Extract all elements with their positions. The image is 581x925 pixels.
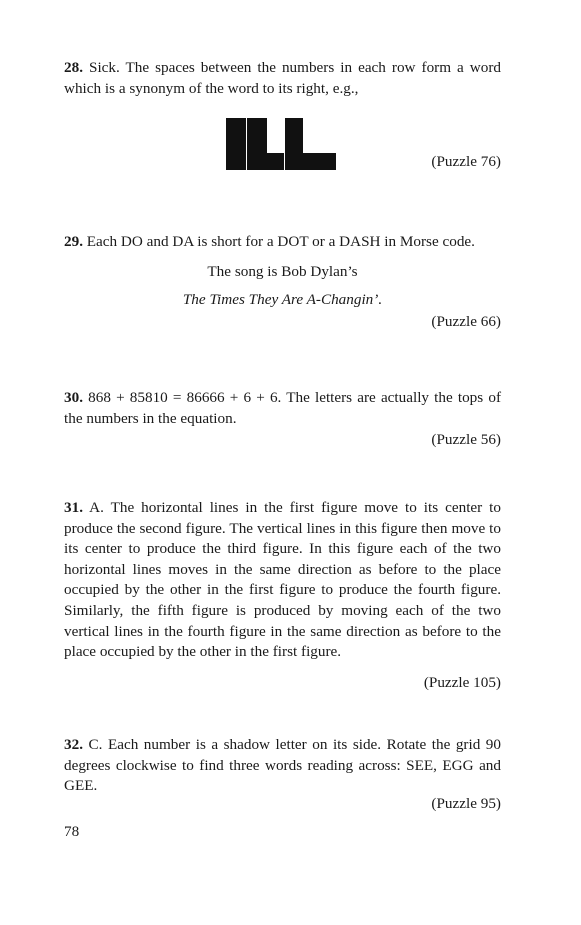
answer-32 (64, 735, 501, 797)
answer-number: 28. (64, 59, 83, 76)
answer-text: Each DO and DA is short for a DOT or a DASH in Morse code. (86, 233, 475, 250)
puzzle-reference-30: (Puzzle 56) (431, 431, 501, 448)
puzzle-reference-29: (Puzzle 66) (431, 313, 501, 330)
answer-text: Sick. The spaces between the numbers in each row form a word which is a synonym of the word to its right, e.g., (64, 59, 502, 97)
answer-number: 32. (64, 736, 83, 753)
answer-number: 29. (64, 233, 83, 250)
answer-30 (64, 388, 501, 429)
song-line: The song is Bob Dylan’s (207, 263, 358, 280)
puzzle-reference-28: (Puzzle 76) (431, 153, 501, 170)
letter-i-block (226, 118, 246, 170)
letter-l-block-2-foot (285, 153, 336, 170)
ill-block-letters-figure (226, 118, 336, 170)
song-title: The Times They Are A-Changin’. (182, 291, 383, 308)
puzzle-reference-31: (Puzzle 105) (423, 674, 501, 691)
letter-l-block-1-foot (247, 153, 284, 170)
answer-text: 868 + 85810 = 86666 + 6 + 6. The letters are actually the tops of the numbers in the equation. (64, 389, 501, 427)
answer-28 (64, 58, 501, 99)
answer-31 (64, 498, 501, 663)
puzzle-reference-32: (Puzzle 95) (431, 795, 501, 812)
answer-text: C. Each number is a shadow letter on its side. Rotate the grid 90 degrees clockwise to find three words reading across: SEE, EGG and GEE. (64, 736, 501, 795)
answer-number: 31. (64, 499, 83, 516)
answer-29 (64, 232, 501, 253)
answer-text: A. The horizontal lines in the first figure move to its center to produce the second figure. The vertical lines in this figure then move to its center to produce the third figure. In this figure each of the two horizontal lines moves in the same direction as before to the place occupied by the other in the first figure to produce the fourth figure. Similarly, the fifth figure is produced by moving each of the two vertical lines in the fourth figure in the same direction as before to the place occupied by the other in the first figure. (64, 499, 501, 661)
page-number: 78 (64, 823, 80, 840)
answer-number: 30. (64, 389, 83, 406)
